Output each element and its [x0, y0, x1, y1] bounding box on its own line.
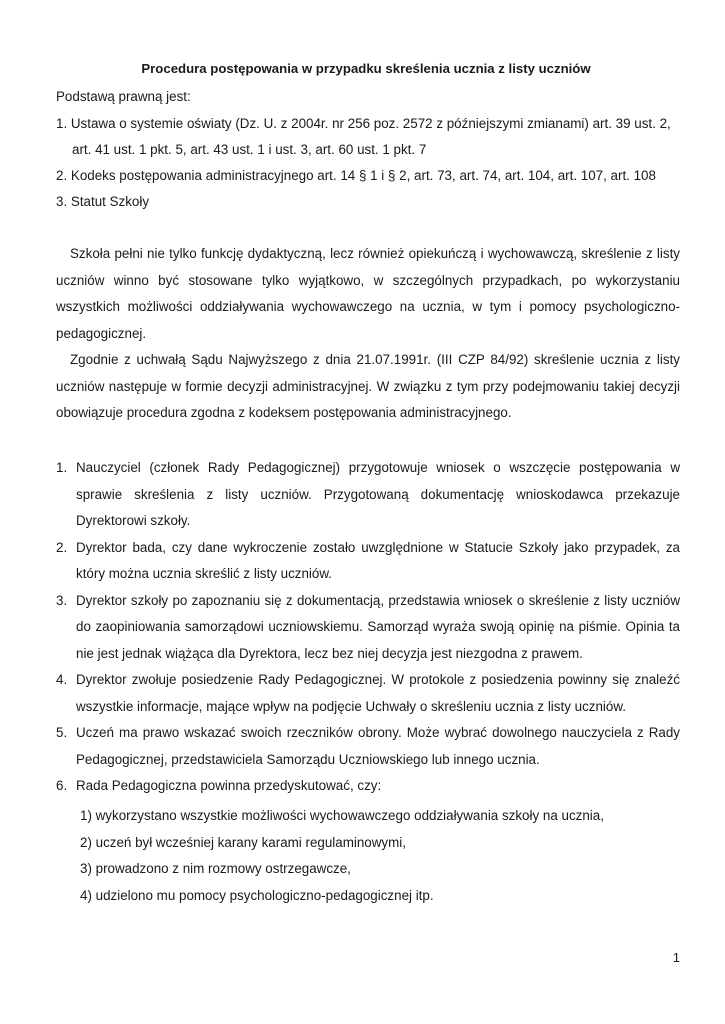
- procedure-steps-list: [56, 455, 680, 800]
- list-item: 4) udzielono mu pomocy psychologiczno-pedagogicznej itp.: [80, 887, 434, 903]
- legal-basis-item: 3. Statut Szkoły: [56, 194, 150, 209]
- legal-basis-item-continuation: art. 41 ust. 1 pkt. 5, art. 43 ust. 1 i ust. 3, art. 60 ust. 1 pkt. 7: [72, 142, 427, 157]
- list-item: 3) prowadzono z nim rozmowy ostrzegawcze,: [80, 861, 351, 876]
- step-number: 1.: [56, 460, 68, 475]
- step-number: 2.: [56, 539, 68, 555]
- step-text: Dyrektor bada, czy dane wykroczenie zostało uwzględnione w Statucie Szkoły jako przypadek, za który można ucznia skreślić z listy uczniów.: [76, 539, 680, 581]
- legal-basis-item: 1. Ustawa o systemie oświaty (Dz. U. z 2004r. nr 256 poz. 2572 z późniejszymi zmianami) art. 39 ust. 2,: [56, 116, 671, 131]
- intro-paragraph-2: Zgodnie z uchwałą Sądu Najwyższego z dnia 21.07.1991r. (III CZP 84/92) skreślenie ucznia z listy uczniów następuje w formie decyzji administracyjnej. W związku z tym przy podejmowaniu takiej decyzji obowiązuje procedura zgodna z kodeksem postępowania administracyjnego.: [56, 352, 680, 420]
- list-item: [56, 667, 680, 720]
- step-number: 4.: [56, 672, 68, 687]
- step-text: Dyrektor szkoły po zapoznaniu się z dokumentacją, przedstawia wniosek o skreślenie z listy uczniów do zaopiniowania samorządowi uczniowskiemu. Samorząd wyraża swoją opinię na piśmie. Opinia ta nie jest jednak wiążąca dla Dyrektora, lecz bez niej decyzja jest niezgodna z prawem.: [76, 592, 680, 661]
- step-text: Rada Pedagogiczna powinna przedyskutować, czy:: [76, 778, 382, 793]
- discussion-points-list: [80, 803, 604, 909]
- list-item: [56, 773, 680, 800]
- legal-basis-item: 2. Kodeks postępowania administracyjnego art. 14 § 1 i § 2, art. 73, art. 74, art. 104, art. 107, art. 108: [56, 168, 656, 183]
- step-number: 5.: [56, 725, 68, 740]
- step-number: 3.: [56, 592, 68, 608]
- list-item: [56, 720, 680, 773]
- legal-basis-heading: Podstawą prawną jest:: [56, 89, 191, 104]
- document-title: Procedura postępowania w przypadku skreślenia ucznia z listy uczniów: [141, 61, 591, 76]
- step-text: Nauczyciel (członek Rady Pedagogicznej) przygotowuje wniosek o wszczęcie postępowania w sprawie skreślenia z listy uczniów. Przygotowaną dokumentację wnioskodawca przekazuje Dyrektorowi szkoły.: [76, 460, 680, 528]
- list-item: [56, 588, 680, 668]
- page-number: 1: [672, 950, 680, 965]
- step-number: 6.: [56, 778, 68, 793]
- list-item: 2) uczeń był wcześniej karany karami regulaminowymi,: [80, 834, 406, 850]
- intro-paragraph-1: Szkoła pełni nie tylko funkcję dydaktyczną, lecz również opiekuńczą i wychowawczą, skreślenie z listy uczniów winno być stosowane tylko wyjątkowo, w szczególnych przypadkach, po wykorzystaniu wszystkich możliwości oddziaływania wychowawczego na ucznia, w tym i pomocy psychologiczno-pedagogicznej.: [56, 246, 680, 341]
- list-item: [56, 535, 680, 588]
- list-item: [56, 455, 680, 535]
- step-text: Uczeń ma prawo wskazać swoich rzeczników obrony. Może wybrać dowolnego nauczyciela z Rady Pedagogicznej, przedstawiciela Samorządu Uczniowskiego lub innego ucznia.: [76, 725, 680, 767]
- step-text: Dyrektor zwołuje posiedzenie Rady Pedagogicznej. W protokole z posiedzenia powinny się znaleźć wszystkie informacje, mające wpływ na podjęcie Uchwały o skreśleniu ucznia z listy uczniów.: [76, 672, 680, 714]
- list-item: 1) wykorzystano wszystkie możliwości wychowawczego oddziaływania szkoły na ucznia,: [80, 808, 604, 823]
